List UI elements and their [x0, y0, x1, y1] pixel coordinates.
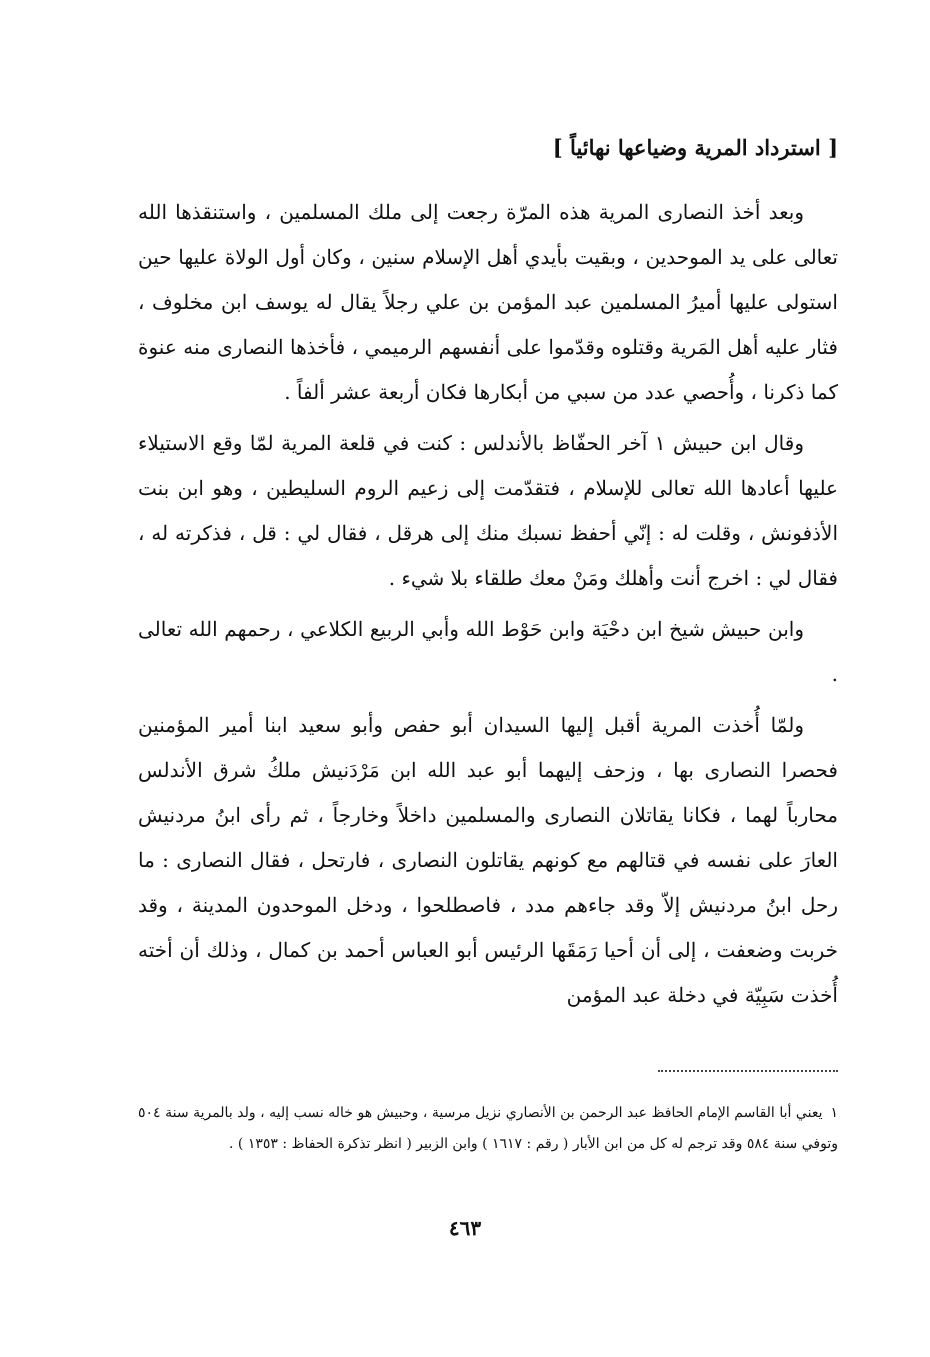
paragraph-1: وبعد أخذ النصارى المرية هذه المرّة رجعت إلى ملك المسلمين ، واستنقذها الله تعالى على يد الموحدين ، وبقيت بأيدي أهل الإسلام سنين ، وكان أول الولاة عليها حين استولى عليها أميرُ المسلمين عبد المؤمن بن علي رجلاً يقال له يوسف ابن مخلوف ، فثار عليه أهل المَرية وقتلوه وقدّموا على أنفسهم الرميمي ، فأخذها النصارى منه عنوة كما ذكرنا ، وأُحصي عدد من سبي من أبكارها فكان أربعة عشر ألفاً .: [138, 200, 838, 404]
paragraph-3: وابن حبيش شيخ ابن دحْيَة وابن حَوْط الله وأبي الربيع الكلاعي ، رحمهم الله تعالى .: [138, 617, 838, 686]
paragraph-4: ولمّا أُخذت المرية أقبل إليها السيدان أبو حفص وأبو سعيد ابنا أمير المؤمنين فحصرا النصارى بها ، وزحف إليهما أبو عبد الله ابن مَرْدَنيش ملكُ شرق الأندلس محارباً لهما ، فكانا يقاتلان النصارى والمسلمين داخلاً وخارجاً ، ثم رأى ابنُ مردنيش العارَ على نفسه في قتالهم مع كونهم يقاتلون النصارى ، فارتحل ، فقال النصارى : ما رحل ابنُ مردنيش إلاّ وقد جاءهم مدد ، فاصطلحوا ، ودخل الموحدون المدينة ، وقد خربت وضعفت ، إلى أن أحيا رَمَقَها الرئيس أبو العباس أحمد بن كمال ، وذلك أن أخته أُخذت سَبِيّة في دخلة عبد المؤمن: [138, 713, 838, 1007]
section-heading: [ استرداد المرية وضياعها نهائياً ]: [552, 135, 838, 160]
footnote-separator: [658, 1070, 838, 1072]
main-text: [138, 190, 838, 1018]
footnote-marker: ١: [830, 1105, 838, 1121]
footnote-text: يعني أبا القاسم الإمام الحافظ عبد الرحمن بن الأنصاري نزيل مرسية ، وحبيش هو خاله نسب إليه ، ولد بالمرية سنة ٥٠٤ وتوفي سنة ٥٨٤ وقد ترجم له كل من ابن الأبار ( رقم : ١٦١٧ ) وابن الزبير ( انظر تذكرة الحفاظ : ١٣٥٣ ) .: [138, 1105, 838, 1152]
page-number: ٤٦٣: [448, 1216, 482, 1240]
footnote: [138, 1098, 838, 1160]
paragraph-2: وقال ابن حبيش ١ آخر الحفّاظ بالأندلس : كنت في قلعة المرية لمّا وقع الاستيلاء عليها أعادها الله تعالى للإسلام ، فتقدّمت إلى زعيم الروم السليطين ، وهو ابن بنت الأذفونش ، وقلت له : إنّي أحفظ نسبك منك إلى هرقل ، فقال لي : قل ، فذكرته له ، فقال لي : اخرج أنت وأهلك ومَنْ معك طلقاء بلا شيء .: [138, 431, 838, 590]
